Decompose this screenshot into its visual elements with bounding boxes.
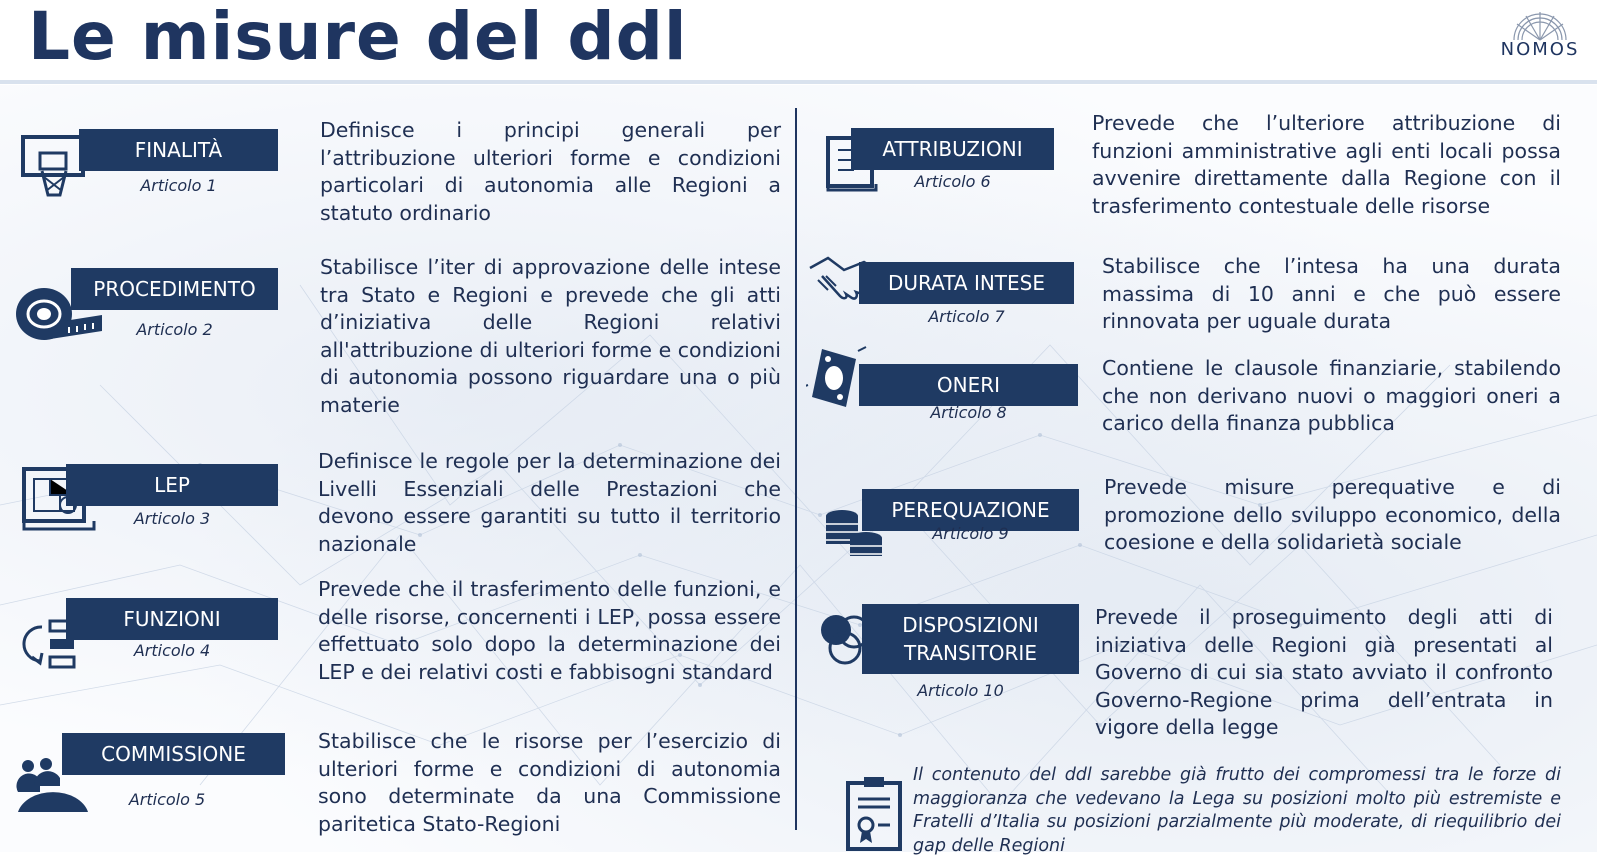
article-label: Articolo 7 xyxy=(928,307,1005,326)
tag-label: LEP xyxy=(66,464,278,506)
measure-description: Stabilisce che le risorse per l’esercizio di ulteriori forme e condizioni di autonomia sono determinate da una Commissione paritetica Stato-Regioni xyxy=(318,729,781,836)
page-title: Le misure del ddl xyxy=(28,0,688,75)
tag-label: DURATA INTESE xyxy=(859,262,1074,304)
article-label: Articolo 6 xyxy=(914,172,991,191)
nomos-logo xyxy=(1490,2,1590,64)
tag-label: ATTRIBUZIONI xyxy=(851,128,1054,170)
tag-label: FUNZIONI xyxy=(66,598,278,640)
article-label: Articolo 3 xyxy=(133,509,211,528)
measure-description: Contiene le clausole finanziarie, stabilendo che non derivano nuovi o maggiori oneri a carico della finanza pubblica xyxy=(1102,356,1561,435)
article-label: Articolo 10 xyxy=(917,681,1004,700)
tag-label: PROCEDIMENTO xyxy=(71,268,278,310)
article-label: Articolo 2 xyxy=(136,320,213,339)
tag-label: COMMISSIONE xyxy=(62,733,285,775)
logo-text: NOMOS xyxy=(1500,39,1580,60)
measure-description: Stabilisce che l’intesa ha una durata massima di 10 anni e che può essere rinnovata per uguale durata xyxy=(1102,254,1561,333)
measure-description: Prevede il proseguimento degli atti di iniziativa delle Regioni già presentati al Governo di cui sia stato avviato il confronto Governo-Regione prima dell’entrata in vigore della legge xyxy=(1095,605,1553,739)
measure-description: Prevede misure perequative e di promozione dello sviluppo economico, della coesione e della solidarietà sociale xyxy=(1104,475,1561,554)
tag-label: PEREQUAZIONE xyxy=(862,489,1079,531)
title-underline xyxy=(0,80,1597,84)
measure-description: Prevede che l’ulteriore attribuzione di funzioni amministrative agli enti locali possa avvenire direttamente dalla Regione con il trasferimento contestuale delle risorse xyxy=(1092,111,1561,218)
measure-description: Definisce i principi generali per l’attribuzione ulteriori forme e condizioni particolari di autonomia alle Regioni a statuto ordinario xyxy=(320,118,781,225)
measure-description: Stabilisce l’iter di approvazione delle intese tra Stato e Regioni e prevede che gli atti d’iniziativa delle Regioni relativi all'attribuzione di ulteriori forme e condizioni di autonomia possono riguardare una o più materie xyxy=(320,255,781,417)
tag-label: FINALITÀ xyxy=(79,129,278,171)
tag-label: DISPOSIZIONI TRANSITORIE xyxy=(862,604,1079,674)
article-label: Articolo 1 xyxy=(140,176,217,195)
article-label: Articolo 4 xyxy=(133,641,211,660)
tag-label: ONERI xyxy=(859,364,1078,406)
footnote-text: Il contenuto del ddl sarebbe già frutto dei compromessi tra le forze di maggioranza che vedevano la Lega su posizioni molto più estremiste e Fratelli d’Italia su posizioni parzialmente più moderate, di riequilibrio dei gap delle Regioni xyxy=(913,765,1561,856)
article-label: Articolo 5 xyxy=(128,790,206,809)
article-label: Articolo 9 xyxy=(932,524,1009,543)
column-divider xyxy=(795,108,797,830)
article-label: Articolo 8 xyxy=(930,403,1007,422)
measure-description: Definisce le regole per la determinazione dei Livelli Essenziali delle Prestazioni che devono essere garantiti su tutto il territorio nazionale xyxy=(318,449,781,556)
clipboard-certificate-icon xyxy=(844,775,906,852)
fan-logo-icon xyxy=(1490,2,1590,42)
measure-description: Prevede che il trasferimento delle funzioni, e delle risorse, concernenti i LEP, possa essere effettuato solo dopo la determinazione dei LEP e dei relativi costi e fabbisogni standard xyxy=(318,577,781,684)
